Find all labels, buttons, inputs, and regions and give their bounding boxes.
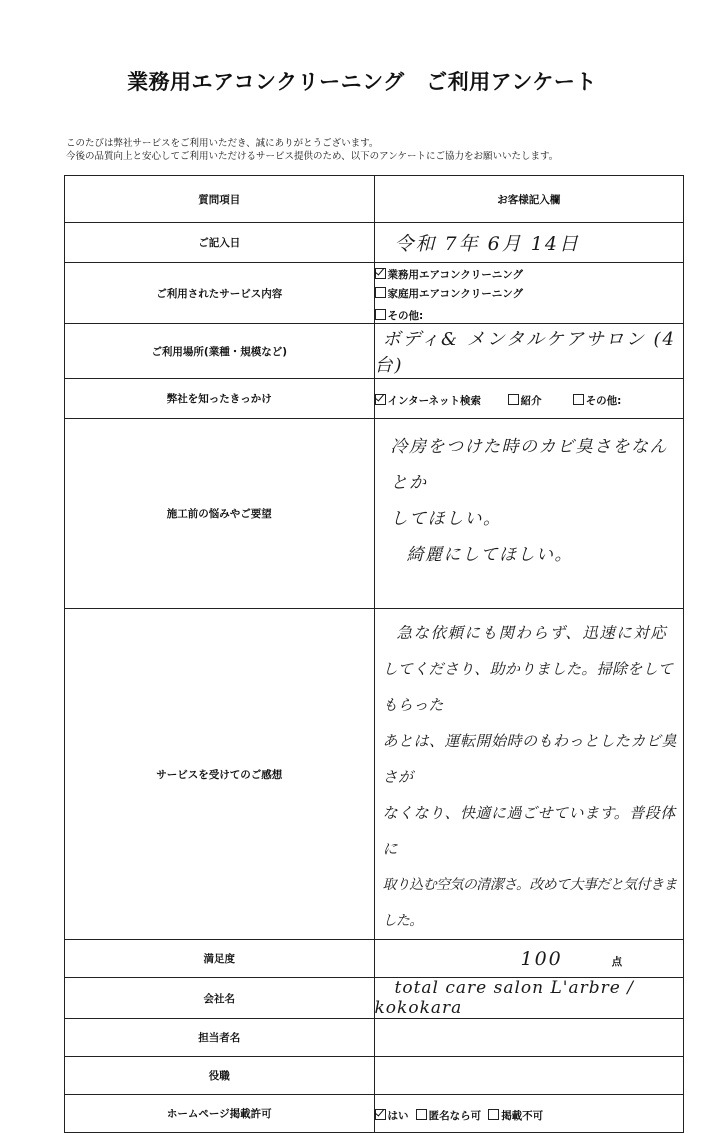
row-permission bbox=[65, 1095, 684, 1133]
impressions-line-5: 取り込む空気の清潔さ。改めて大事だと気付きました。 bbox=[382, 877, 677, 929]
satisfaction-value: 100 bbox=[520, 947, 563, 970]
option-source-other[interactable] bbox=[573, 393, 622, 408]
intro-line-2: 今後の品質向上と安心してご利用いただけるサービス提供のため、以下のアンケートにご協力をお願いいたします。 bbox=[66, 151, 559, 162]
label-permission: ホームページ掲載許可 bbox=[65, 1095, 375, 1133]
answer-position[interactable] bbox=[374, 1057, 684, 1095]
referral-label: 紹介 bbox=[520, 395, 542, 407]
row-position bbox=[65, 1057, 684, 1095]
concerns-line-2: してほしい。 bbox=[390, 509, 502, 529]
label-impressions: サービスを受けてのご感想 bbox=[65, 609, 375, 940]
impressions-line-4: なくなり、快適に過ごせています。普段体に bbox=[382, 804, 676, 858]
header-question: 質問項目 bbox=[65, 176, 375, 223]
form-title: 業務用エアコンクリーニング ご利用アンケート bbox=[127, 70, 597, 94]
answer-location[interactable] bbox=[374, 324, 684, 379]
household-checkbox[interactable] bbox=[375, 287, 386, 298]
row-company bbox=[65, 978, 684, 1019]
header-answer: お客様記入欄 bbox=[374, 176, 684, 223]
label-company: 会社名 bbox=[65, 978, 375, 1019]
option-service-other[interactable] bbox=[375, 308, 424, 323]
answer-service bbox=[374, 263, 684, 324]
survey-table bbox=[64, 175, 684, 1133]
concerns-line-3: 綺麗にしてほしい。 bbox=[406, 545, 573, 565]
household-label: 家庭用エアコンクリーニング bbox=[387, 288, 524, 300]
yes-label: はい bbox=[387, 1110, 409, 1122]
yes-checkbox[interactable] bbox=[375, 1109, 386, 1120]
service-other-label: その他: bbox=[387, 310, 424, 322]
label-satisfaction: 満足度 bbox=[65, 940, 375, 978]
row-concerns bbox=[65, 419, 684, 609]
answer-concerns[interactable] bbox=[374, 419, 684, 609]
answer-permission bbox=[374, 1095, 684, 1133]
commercial-label: 業務用エアコンクリーニング bbox=[387, 269, 524, 281]
intro-line-1: このたびは弊社サービスをご利用いただき、誠にありがとうございます。 bbox=[66, 138, 379, 149]
no-checkbox[interactable] bbox=[488, 1109, 499, 1120]
source-other-checkbox[interactable] bbox=[573, 394, 584, 405]
concerns-line-1: 冷房をつけた時のカビ臭さをなんとか bbox=[390, 437, 668, 493]
label-concerns: 施工前の悩みやご要望 bbox=[65, 419, 375, 609]
answer-source bbox=[374, 379, 684, 419]
option-anonymous[interactable] bbox=[416, 1108, 482, 1123]
service-other-checkbox[interactable] bbox=[375, 309, 386, 320]
option-household[interactable] bbox=[375, 286, 524, 301]
no-label: 掲載不可 bbox=[501, 1110, 544, 1122]
internet-label: インターネット検索 bbox=[387, 395, 482, 407]
location-value: ボディ& メンタルケアサロン (4台) bbox=[374, 329, 676, 376]
label-source: 弊社を知ったきっかけ bbox=[65, 379, 375, 419]
option-yes[interactable] bbox=[375, 1108, 409, 1123]
row-person bbox=[65, 1019, 684, 1057]
label-person: 担当者名 bbox=[65, 1019, 375, 1057]
answer-impressions[interactable] bbox=[374, 609, 684, 940]
label-location: ご利用場所(業種・規模など) bbox=[65, 324, 375, 379]
anonymous-label: 匿名なら可 bbox=[428, 1110, 482, 1122]
date-value: 令和 7年 6月 14日 bbox=[394, 233, 580, 255]
answer-date[interactable] bbox=[374, 223, 684, 263]
option-commercial[interactable] bbox=[375, 267, 563, 282]
option-referral[interactable] bbox=[508, 393, 568, 408]
impressions-line-3: あとは、運転開始時のもわっとしたカビ臭さが bbox=[382, 732, 677, 786]
company-value: total care salon L'arbre / kokokara bbox=[374, 978, 634, 1018]
answer-company[interactable] bbox=[374, 978, 684, 1019]
answer-satisfaction[interactable] bbox=[374, 940, 684, 978]
label-date: ご記入日 bbox=[65, 223, 375, 263]
satisfaction-unit: 点 bbox=[611, 955, 623, 968]
option-no[interactable] bbox=[488, 1108, 543, 1123]
impressions-line-1: 急な依頼にも関わらず、迅速に対応 bbox=[396, 624, 668, 642]
row-location bbox=[65, 324, 684, 379]
label-position: 役職 bbox=[65, 1057, 375, 1095]
row-date bbox=[65, 223, 684, 263]
commercial-checkbox[interactable] bbox=[375, 268, 386, 279]
option-internet[interactable] bbox=[375, 393, 503, 408]
row-satisfaction bbox=[65, 940, 684, 978]
row-source bbox=[65, 379, 684, 419]
anonymous-checkbox[interactable] bbox=[416, 1109, 427, 1120]
answer-person[interactable] bbox=[374, 1019, 684, 1057]
referral-checkbox[interactable] bbox=[508, 394, 519, 405]
row-impressions bbox=[65, 609, 684, 940]
label-service: ご利用されたサービス内容 bbox=[65, 263, 375, 324]
intro-text bbox=[66, 137, 558, 163]
internet-checkbox[interactable] bbox=[375, 394, 386, 405]
row-service bbox=[65, 263, 684, 324]
impressions-line-2: してくださり、助かりました。掃除をしてもらった bbox=[382, 660, 674, 714]
source-other-label: その他: bbox=[585, 395, 622, 407]
header-row bbox=[65, 176, 684, 223]
